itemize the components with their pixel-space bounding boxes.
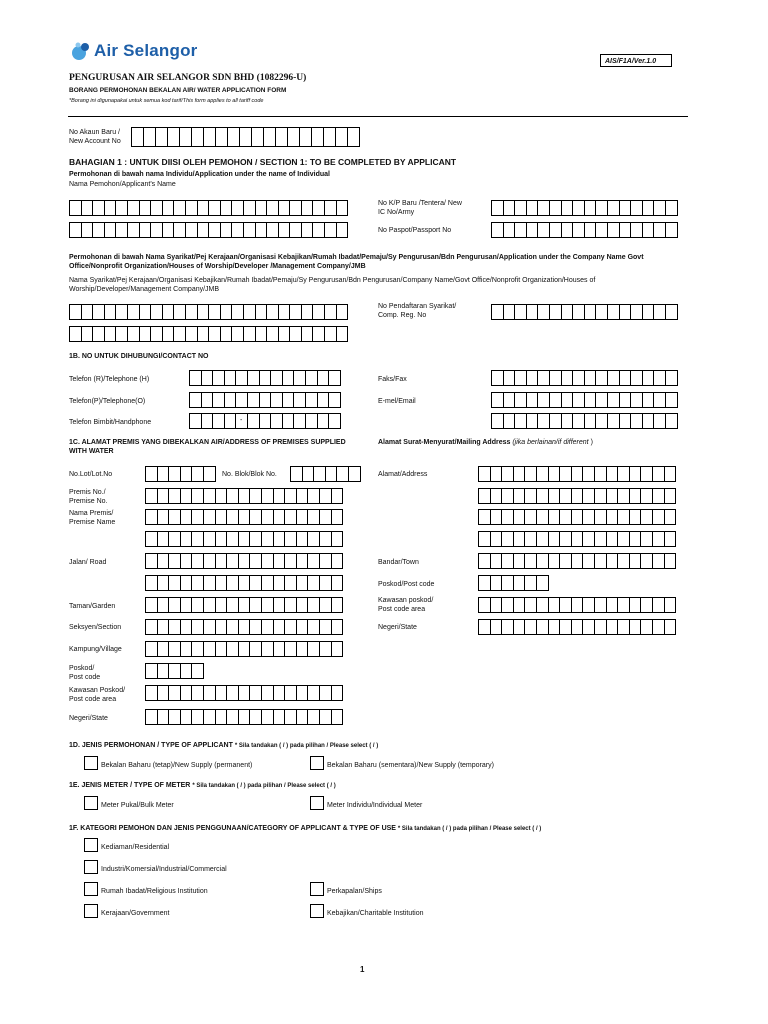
ic-label: No K/P Baru /Tentera/ New IC No/Army: [378, 200, 462, 216]
mail-state-label: Negeri/State: [378, 624, 417, 631]
company-name-row1[interactable]: [69, 304, 347, 320]
entry-cell[interactable]: [331, 488, 344, 504]
passport-label: No Paspot/Passport No: [378, 227, 452, 234]
email-label: E-mel/Email: [378, 398, 416, 405]
entry-cell[interactable]: [331, 553, 344, 569]
garden-label: Taman/Garden: [69, 603, 116, 610]
passport-no-boxes[interactable]: [491, 222, 677, 238]
entry-cell[interactable]: [331, 641, 344, 657]
bulk-meter-checkbox[interactable]: [84, 796, 98, 810]
individual-meter-label: Meter Individu/Individual Meter: [327, 802, 423, 809]
applicant-name-row1[interactable]: [69, 200, 347, 216]
postcode-label: Poskod/ Post code: [69, 665, 101, 681]
government-label: Kerajaan/Government: [101, 910, 170, 917]
industrial-label: Industri/Komersial/Industrial/Commercial: [101, 866, 227, 873]
address-row2[interactable]: [478, 488, 675, 504]
entry-cell[interactable]: [336, 304, 349, 320]
email-boxes-row1[interactable]: [491, 392, 677, 408]
religious-label: Rumah Ibadat/Religious Institution: [101, 888, 208, 895]
account-label: No Akaun Baru / New Account No: [69, 129, 121, 145]
section1-heading: BAHAGIAN 1 : UNTUK DIISI OLEH PEMOHON / SECTION 1: TO BE COMPLETED BY APPLICANT: [69, 157, 457, 167]
entry-cell[interactable]: [536, 575, 549, 591]
handphone-dash: -: [240, 417, 243, 424]
village-boxes[interactable]: [145, 641, 342, 657]
residential-label: Kediaman/Residential: [101, 844, 170, 851]
road-row1[interactable]: [145, 553, 342, 569]
entry-cell[interactable]: [665, 222, 678, 238]
entry-cell[interactable]: [331, 619, 344, 635]
mailing-heading: Alamat Surat-Menyurat/Mailing Address (jika berlainan/if different ): [378, 439, 593, 446]
mail-state-boxes[interactable]: [478, 619, 675, 635]
entry-cell[interactable]: [664, 509, 677, 525]
village-label: Kampung/Village: [69, 646, 122, 653]
industrial-checkbox[interactable]: [84, 860, 98, 874]
applicant-type-heading: 1D. JENIS PERMOHONAN / TYPE OF APPLICANT * Sila tandakan ( / ) pada pilihan / Please select ( / ): [69, 742, 379, 749]
new-supply-permanent-checkbox[interactable]: [84, 756, 98, 770]
new-supply-temporary-checkbox[interactable]: [310, 756, 324, 770]
charitable-label: Kebajikan/Charitable Institution: [327, 910, 424, 917]
section-boxes[interactable]: [145, 619, 342, 635]
entry-cell[interactable]: [328, 370, 341, 386]
entry-cell[interactable]: [331, 509, 344, 525]
entry-cell[interactable]: [336, 200, 349, 216]
ic-no-boxes[interactable]: [491, 200, 677, 216]
fax-boxes[interactable]: [491, 370, 677, 386]
company-reg-label: No Pendaftaran Syarikat/ Comp. Reg. No: [378, 303, 457, 319]
bulk-meter-label: Meter Pukal/Bulk Meter: [101, 802, 174, 809]
entry-cell[interactable]: [331, 597, 344, 613]
mail-postcode-boxes[interactable]: [478, 575, 548, 591]
block-boxes[interactable]: [290, 466, 360, 482]
address-label: Alamat/Address: [378, 471, 428, 478]
entry-cell[interactable]: [191, 663, 204, 679]
company-name-row2[interactable]: [69, 326, 347, 342]
phone-office-label: Telefon(P)/Telephone(O): [69, 398, 146, 405]
header-divider: [68, 116, 688, 117]
handphone-boxes[interactable]: [189, 413, 340, 429]
entry-cell[interactable]: [665, 392, 678, 408]
individual-meter-checkbox[interactable]: [310, 796, 324, 810]
version-box: AIS/F1A/Ver.1.0: [600, 54, 672, 67]
premise-no-boxes[interactable]: [145, 488, 342, 504]
mail-postarea-label: Kawasan poskod/ Post code area: [378, 597, 434, 613]
postarea-label: Kawasan Poskod/ Post code area: [69, 687, 126, 703]
postcode-boxes[interactable]: [145, 663, 203, 679]
residential-checkbox[interactable]: [84, 838, 98, 852]
company-subheading: Permohonan di bawah Nama Syarikat/Pej Kerajaan/Organisasi Kebajikan/Rumah Ibadat/Pemaju/Sy Pengurusan/Bdn Pengurusan/Application under the Company Name Govt Office/Nonprofit Organization/Houses of Worship/Developer /Management Company/JMB: [69, 254, 644, 270]
entry-cell[interactable]: [336, 222, 349, 238]
entry-cell[interactable]: [664, 553, 677, 569]
logo: [70, 40, 220, 64]
entry-cell[interactable]: [328, 413, 341, 429]
entry-cell[interactable]: [665, 304, 678, 320]
entry-cell[interactable]: [664, 466, 677, 482]
section-label: Seksyen/Section: [69, 624, 122, 631]
page-number: 1: [360, 965, 365, 974]
entry-cell[interactable]: [331, 575, 344, 591]
phone-home-label: Telefon (R)/Telephone (H): [69, 376, 150, 383]
ships-checkbox[interactable]: [310, 882, 324, 896]
form-note: *Borang ini digunapakai untuk semua kod tarif/This form applies to all tariff code: [69, 98, 264, 104]
account-no-boxes[interactable]: [131, 127, 359, 147]
postarea-boxes[interactable]: [145, 685, 342, 701]
new-supply-temporary-label: Bekalan Baharu (sementara)/New Supply (temporary): [327, 762, 494, 769]
mail-postcode-label: Poskod/Post code: [378, 581, 435, 588]
water-drop-logo-icon: [70, 40, 92, 62]
religious-checkbox[interactable]: [84, 882, 98, 896]
phone-home-boxes[interactable]: [189, 370, 340, 386]
block-label: No. Blok/Blok No.: [222, 471, 277, 478]
state-label: Negeri/State: [69, 715, 108, 722]
fax-label: Faks/Fax: [378, 376, 407, 383]
phone-office-boxes[interactable]: [189, 392, 340, 408]
garden-row1[interactable]: [145, 597, 342, 613]
address-row1[interactable]: [478, 466, 675, 482]
meter-type-heading: 1E. JENIS METER / TYPE OF METER * Sila tandakan ( / ) pada pilihan / Please select ( / ): [69, 782, 336, 789]
charitable-checkbox[interactable]: [310, 904, 324, 918]
contact-heading: 1B. NO UNTUK DIHUBUNGI/CONTACT NO: [69, 353, 209, 360]
company-name-label: Nama Syarikat/Pej Kerajaan/Organisasi Kebajikan/Rumah Ibadat/Pemaju/Sy Pengurusan/Bdn Pengurusan/Company Name/Govt Office/Nonprofit Organization/Houses of Worship/Developer/Management Company/JMB: [69, 277, 596, 293]
company-reg-boxes[interactable]: [491, 304, 677, 320]
ships-label: Perkapalan/Ships: [327, 888, 382, 895]
entry-cell[interactable]: [664, 488, 677, 504]
new-supply-permanent-label: Bekalan Baharu (tetap)/New Supply (permanent): [101, 762, 253, 769]
address-row4[interactable]: [478, 531, 675, 547]
entry-cell[interactable]: [203, 466, 216, 482]
form-title: BORANG PERMOHONAN BEKALAN AIR/ WATER APPLICATION FORM: [69, 87, 287, 94]
road-label: Jalan/ Road: [69, 559, 107, 566]
applicant-name-row2[interactable]: [69, 222, 347, 238]
premise-name-label: Nama Premis/ Premise Name: [69, 510, 116, 526]
mail-postarea-boxes[interactable]: [478, 597, 675, 613]
entry-cell[interactable]: [331, 685, 344, 701]
entry-cell[interactable]: [348, 466, 361, 482]
entry-cell[interactable]: [331, 531, 344, 547]
entry-cell[interactable]: [665, 413, 678, 429]
entry-cell[interactable]: [336, 326, 349, 342]
lot-boxes[interactable]: [145, 466, 215, 482]
road-row2[interactable]: [145, 575, 342, 591]
category-heading: 1F. KATEGORI PEMOHON DAN JENIS PENGGUNAAN/CATEGORY OF APPLICANT & TYPE OF USE * Sila tandakan ( / ) pada pilihan / Please select ( / ): [69, 825, 542, 832]
premise-name-row2[interactable]: [145, 531, 342, 547]
premise-name-row1[interactable]: [145, 509, 342, 525]
handphone-label: Telefon Bimbit/Handphone: [69, 419, 152, 426]
address-row3[interactable]: [478, 509, 675, 525]
entry-cell[interactable]: [665, 370, 678, 386]
premise-no-label: Premis No./ Premise No.: [69, 489, 108, 505]
company-title: PENGURUSAN AIR SELANGOR SDN BHD (1082296-U): [69, 73, 307, 83]
brand-name: Air Selangor: [94, 41, 198, 60]
entry-cell[interactable]: [664, 597, 677, 613]
entry-cell[interactable]: [664, 531, 677, 547]
entry-cell[interactable]: [328, 392, 341, 408]
town-boxes[interactable]: [478, 553, 675, 569]
entry-cell[interactable]: [331, 709, 344, 725]
individual-subheading: Permohonan di bawah nama Individu/Application under the name of Individual: [69, 171, 330, 178]
lot-label: No.Lot/Lot.No: [69, 471, 113, 478]
government-checkbox[interactable]: [84, 904, 98, 918]
premises-heading: 1C. ALAMAT PREMIS YANG DIBEKALKAN AIR/ADDRESS OF PREMISES SUPPLIED WITH WATER: [69, 439, 346, 455]
applicant-name-label: Nama Pemohon/Applicant's Name: [69, 181, 176, 188]
entry-cell[interactable]: [665, 200, 678, 216]
entry-cell[interactable]: [347, 127, 360, 147]
state-boxes[interactable]: [145, 709, 342, 725]
email-boxes-row2[interactable]: [491, 413, 677, 429]
entry-cell[interactable]: [664, 619, 677, 635]
town-label: Bandar/Town: [378, 559, 419, 566]
